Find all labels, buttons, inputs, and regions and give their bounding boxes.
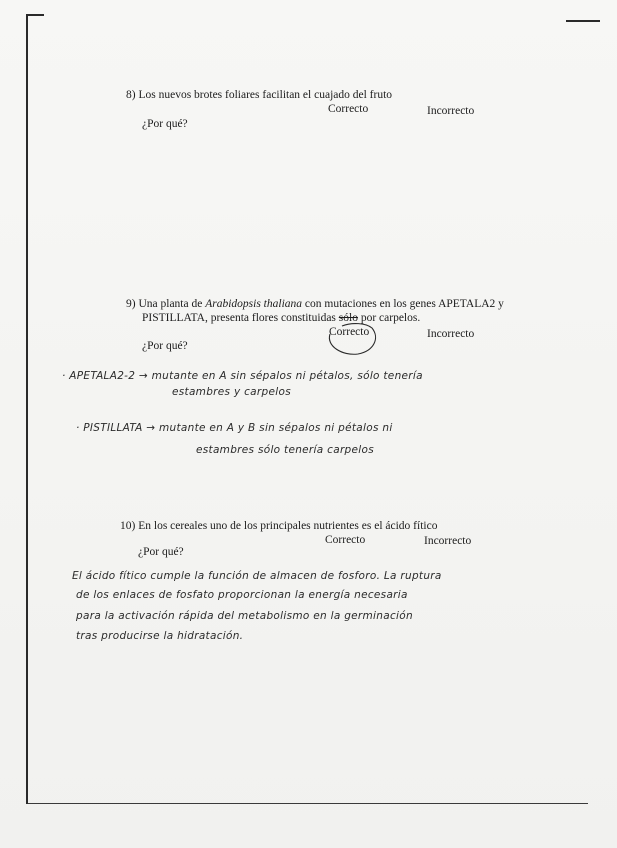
q10-incorrect-option: Incorrecto	[424, 535, 472, 547]
left-border-line	[26, 14, 28, 804]
q9-species: Arabidopsis thaliana	[205, 298, 303, 310]
q9-correct-option: Correcto	[329, 326, 370, 338]
q9-answer-line2: estambres y carpelos	[172, 386, 291, 398]
q10-answer-line4: tras producirse la hidratación.	[76, 630, 244, 642]
q8-correct-option: Correcto	[328, 103, 369, 115]
q8-text: Los nuevos brotes foliares facilitan el cuajado del fruto	[138, 89, 393, 101]
top-corner-line	[26, 14, 44, 16]
q9-text-c: PISTILLATA, presenta flores constituidas	[142, 312, 336, 324]
q10-statement	[120, 519, 437, 533]
q10-answer-line1: El ácido fítico cumple la función de almacen de fosforo. La ruptura	[72, 570, 442, 582]
q9-answer-line1: · APETALA2-2 → mutante en A sin sépalos ni pétalos, sólo tenería	[62, 370, 423, 382]
q9-circled-answer-mark	[322, 320, 384, 360]
q10-correct-option: Correcto	[325, 534, 366, 546]
q8-number: 8)	[126, 89, 136, 101]
top-right-line	[566, 20, 600, 22]
q9-number: 9)	[126, 298, 136, 310]
q10-answer-line2: de los enlaces de fosfato proporcionan la energía necesaria	[76, 589, 408, 601]
q9-text-a: Una planta de	[138, 298, 203, 310]
q9-text-d: por carpelos.	[360, 312, 421, 324]
bottom-border-line	[28, 803, 588, 804]
q9-answer-line3: · PISTILLATA → mutante en A y B sin sépalos ni pétalos ni	[76, 422, 393, 434]
q10-text: En los cereales uno de los principales nutrientes es el ácido fítico	[138, 520, 438, 532]
q9-struck-word: sólo	[338, 312, 358, 324]
q9-why-label: ¿Por qué?	[142, 340, 188, 352]
q8-incorrect-option: Incorrecto	[427, 105, 475, 117]
q10-answer-line3: para la activación rápida del metabolismo en la germinación	[76, 610, 413, 622]
q8-why-label: ¿Por qué?	[142, 118, 188, 130]
q9-answer-line4: estambres sólo tenería carpelos	[196, 444, 374, 456]
q10-why-label: ¿Por qué?	[138, 546, 184, 558]
q10-number: 10)	[120, 520, 136, 532]
q9-statement-line1	[126, 297, 504, 311]
q9-text-b: con mutaciones en los genes APETALA2 y	[304, 298, 504, 310]
q9-incorrect-option: Incorrecto	[427, 328, 475, 340]
q8-statement	[126, 88, 392, 102]
